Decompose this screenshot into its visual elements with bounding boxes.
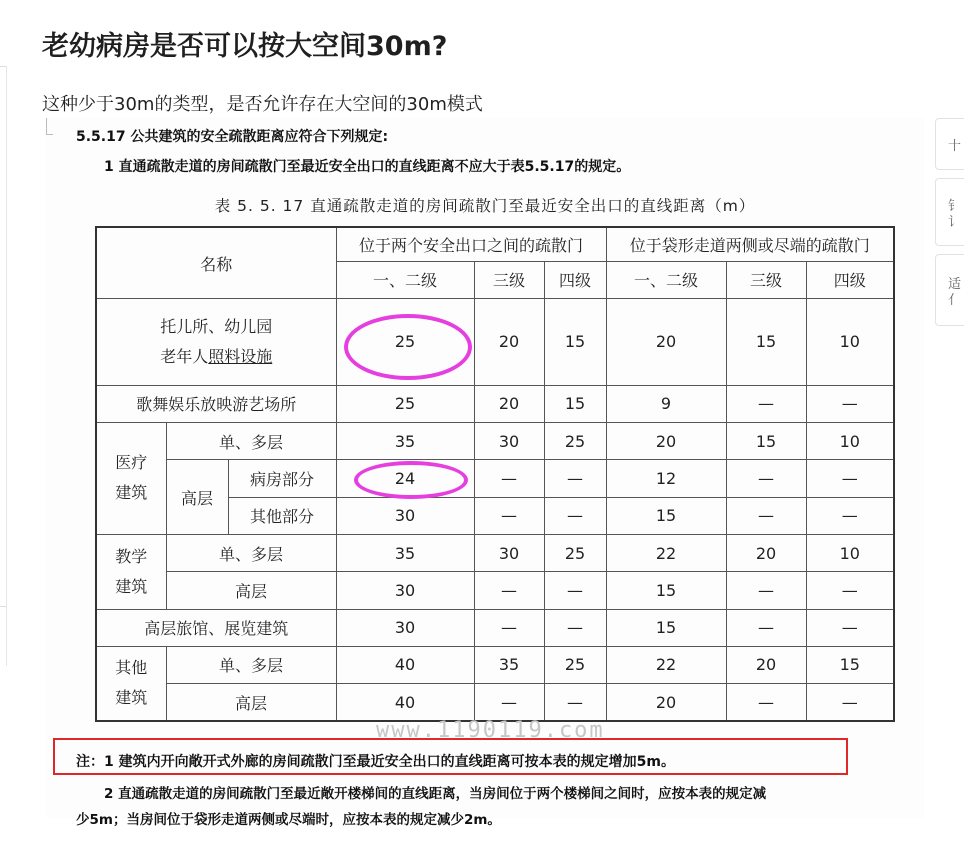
table-cell: 20 (606, 299, 726, 386)
table-cell: 25 (336, 385, 474, 422)
table-cell: — (726, 385, 806, 422)
note-3: 少5m；当房间位于袋形走道两侧或尽端时，应按本表的规定减少2m。 (76, 812, 501, 828)
row-name-nursery-elderly (96, 299, 336, 386)
table-cell: — (544, 497, 606, 534)
side-card[interactable] (935, 118, 964, 170)
table-cell: 25 (544, 646, 606, 683)
left-rail (0, 66, 7, 666)
header-level-3: 三级 (726, 261, 806, 298)
table-cell: 20 (474, 385, 544, 422)
note-2: 2 直通疏散走道的房间疏散门至最近敞开楼梯间的直线距离，当房间位于两个楼梯间之间时，应按本表的规定减 (104, 786, 767, 802)
table-cell: 15 (806, 646, 894, 683)
right-side-panel (935, 118, 963, 328)
table-cell: — (726, 609, 806, 646)
table-row (96, 534, 894, 571)
group-label-line: 其他 (115, 658, 148, 678)
underlined-text: 照料设施 (208, 346, 273, 366)
group-label-line: 建筑 (115, 483, 148, 503)
table-cell: 30 (474, 423, 544, 460)
table-row (96, 299, 894, 386)
group-label-line: 教学 (115, 546, 148, 566)
note-1: 注：1 建筑内开向敞开式外廊的房间疏散门至最近安全出口的直线距离可按本表的规定增加5m。 (76, 754, 675, 770)
table-cell: — (474, 497, 544, 534)
row-name-high-rise: 高层 (166, 460, 228, 535)
table-cell: 9 (606, 385, 726, 422)
side-card[interactable] (935, 178, 964, 246)
clause-item-1: 1 直通疏散走道的房间疏散门至最近安全出口的直线距离不应大于表5.5.17的规定。 (104, 159, 631, 175)
attached-image[interactable] (46, 118, 924, 828)
table-cell: 20 (726, 646, 806, 683)
table-cell: 15 (544, 385, 606, 422)
table-cell: 15 (606, 572, 726, 609)
header-level-4: 四级 (544, 261, 606, 298)
table-cell: — (726, 497, 806, 534)
table-cell: — (806, 460, 894, 497)
question-description: 这种少于30m的类型，是否允许存在大空间的30m模式 (42, 94, 483, 115)
group-label-line: 医疗 (115, 453, 148, 473)
image-corner-mark (46, 118, 53, 135)
table-cell: 30 (336, 572, 474, 609)
header-name: 名称 (96, 227, 336, 299)
table-cell: — (544, 684, 606, 721)
table-cell: 20 (726, 534, 806, 571)
side-card-text: 十 (948, 139, 962, 154)
table-cell: 22 (606, 534, 726, 571)
highlight-oval (354, 461, 468, 499)
table-row (96, 609, 894, 646)
side-card[interactable] (935, 254, 964, 326)
header-between-exits: 位于两个安全出口之间的疏散门 (336, 227, 606, 261)
table-cell: 22 (606, 646, 726, 683)
table-cell: 24 (336, 460, 474, 497)
table-cell: — (806, 684, 894, 721)
table-row (96, 684, 894, 721)
header-level-1-2: 一、二级 (606, 261, 726, 298)
row-name-entertainment: 歌舞娱乐放映游艺场所 (96, 385, 336, 422)
row-name-ward: 病房部分 (228, 460, 336, 497)
table-cell: 25 (544, 423, 606, 460)
table-cell: 35 (336, 534, 474, 571)
table-cell: — (544, 572, 606, 609)
header-dead-end: 位于袋形走道两侧或尽端的疏散门 (606, 227, 894, 261)
table-cell: — (806, 609, 894, 646)
table-cell: 10 (806, 299, 894, 386)
distance-table (95, 226, 895, 722)
table-cell: 20 (474, 299, 544, 386)
table-cell: — (474, 572, 544, 609)
row-name-other-part: 其他部分 (228, 497, 336, 534)
table-cell: 30 (474, 534, 544, 571)
header-level-4: 四级 (806, 261, 894, 298)
table-cell: — (726, 684, 806, 721)
side-card-text: 适亻 (948, 277, 962, 308)
table-cell: 20 (606, 423, 726, 460)
group-label-line: 建筑 (115, 576, 148, 596)
table-cell: 15 (726, 423, 806, 460)
table-cell: 15 (606, 497, 726, 534)
table-cell: 35 (336, 423, 474, 460)
table-row (96, 385, 894, 422)
table-cell: — (806, 572, 894, 609)
row-name-single-multi: 单、多层 (166, 423, 336, 460)
table-cell: 10 (806, 423, 894, 460)
row-name-line: 老年人 (160, 346, 209, 366)
table-cell: — (474, 609, 544, 646)
table-cell: 40 (336, 684, 474, 721)
group-label-line: 建筑 (115, 688, 148, 708)
table-row (96, 460, 894, 497)
row-name-single-multi: 单、多层 (166, 646, 336, 683)
side-card-text: 钅讠 (948, 199, 962, 230)
row-name-hotel-exhibition: 高层旅馆、展览建筑 (96, 609, 336, 646)
watermark-text: www.1190119.com (376, 718, 605, 743)
table-cell: 25 (544, 534, 606, 571)
table-cell: 30 (336, 609, 474, 646)
table-cell: — (544, 609, 606, 646)
row-name-high-rise: 高层 (166, 572, 336, 609)
question-title: 老幼病房是否可以按大空间30m? (42, 31, 448, 62)
table-cell: 30 (336, 497, 474, 534)
group-teaching (96, 534, 166, 609)
table-cell: 12 (606, 460, 726, 497)
rail-tick (0, 606, 6, 607)
table-cell: — (806, 385, 894, 422)
rail-tick (0, 66, 6, 67)
table-cell: — (474, 460, 544, 497)
table-cell: — (806, 497, 894, 534)
table-caption: 表 5. 5. 17 直通疏散走道的房间疏散门至最近安全出口的直线距离（m） (214, 197, 756, 215)
table-cell: 35 (474, 646, 544, 683)
header-level-1-2: 一、二级 (336, 261, 474, 298)
row-name-single-multi: 单、多层 (166, 534, 336, 571)
group-medical (96, 423, 166, 535)
table-cell: 10 (806, 534, 894, 571)
clause-heading: 5.5.17 公共建筑的安全疏散距离应符合下列规定: (76, 129, 389, 145)
table-cell: — (726, 460, 806, 497)
highlight-oval (344, 314, 472, 380)
table-cell: 15 (726, 299, 806, 386)
table-cell: 20 (606, 684, 726, 721)
table-cell: — (474, 684, 544, 721)
row-name-line: 托儿所、幼儿园 (160, 316, 273, 336)
table-cell: — (544, 460, 606, 497)
table-row (96, 646, 894, 683)
table-cell: 15 (606, 609, 726, 646)
header-level-3: 三级 (474, 261, 544, 298)
table-row (96, 572, 894, 609)
table-cell: 25 (336, 299, 474, 386)
table-cell: — (726, 572, 806, 609)
table-row (96, 423, 894, 460)
group-other (96, 646, 166, 721)
table-cell: 40 (336, 646, 474, 683)
table-cell: 15 (544, 299, 606, 386)
row-name-high-rise: 高层 (166, 684, 336, 721)
